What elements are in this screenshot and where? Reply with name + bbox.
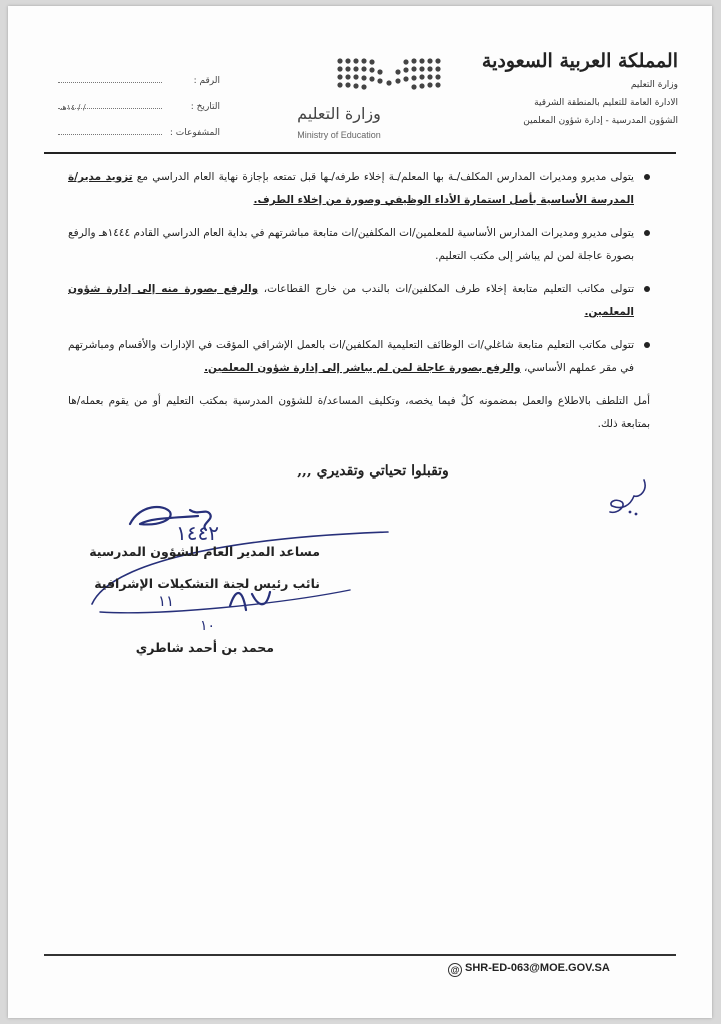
at-icon: @ [448, 963, 462, 977]
ministry-name-ar: وزارة التعليم [297, 104, 381, 123]
bullet-icon [644, 286, 650, 292]
ministry-name-en: Ministry of Education [297, 130, 381, 140]
bullet-item [68, 334, 650, 380]
svg-text:١١: ١١ [158, 592, 175, 610]
header-divider [44, 152, 676, 154]
signatory-title-2: نائب رئيس لجنة التشكيلات الإشرافية [94, 576, 320, 591]
department-line: الشؤون المدرسية - إدارة شؤون المعلمين [523, 116, 678, 126]
signatory-title-1: مساعد المدير العام للشؤون المدرسية [89, 544, 320, 559]
bullet-icon [644, 230, 650, 236]
date-value: / / ١٤هـ [60, 103, 86, 112]
footer-email [448, 962, 610, 977]
directorate-line: الادارة العامة للتعليم بالمنطقة الشرقية [534, 98, 678, 108]
ref-number-field [52, 66, 232, 92]
bullet-3-emphasis: والرفع بصورة منه إلى إدارة شؤون المعلمين. [68, 283, 634, 318]
handwritten-initials-icon [604, 476, 654, 522]
bullet-item [68, 278, 650, 324]
svg-text:١٠: ١٠ [200, 618, 216, 634]
kingdom-name: المملكة العربية السعودية [481, 50, 678, 72]
bullet-1-emphasis: تزويد مدير/ة المدرسة الأساسية بأصل استمارة الأداء الوظيفي وصورة من إخلاء الطرف. [68, 171, 634, 206]
bullet-icon [644, 342, 650, 348]
ref-number-label: الرقم : [193, 76, 220, 86]
moe-dots-logo-icon [330, 56, 448, 96]
handwritten-signature-icon [80, 494, 400, 644]
handwritten-year: ١٤٤٢ [176, 521, 219, 545]
bullet-3-text: تتولى مكاتب التعليم متابعة إخلاء طرف المكلفين/ات بالندب من خارج القطاعات، [258, 283, 634, 295]
date-field [52, 92, 232, 118]
ministry-line: وزارة التعليم [630, 80, 678, 90]
date-label: التاريخ : [190, 102, 220, 112]
bullet-item [68, 166, 650, 212]
reference-fields [52, 66, 232, 144]
letterhead-right [478, 50, 678, 126]
signatory-name: محمد بن أحمد شاطري [135, 640, 274, 655]
ministry-logo [268, 56, 448, 151]
email-text: SHR-ED-063@MOE.GOV.SA [465, 962, 610, 974]
bullet-item [68, 222, 650, 268]
regards-line: وتقبلوا تحياتي وتقديري ,,, [297, 463, 449, 479]
closing-paragraph: أمل التلطف بالاطلاع والعمل بمضمونه كلٌ فيما يخصه، وتكليف المساعد/ة للشؤون المدرسية بمكتب التعليم أو من يقوم بعمله/ها بمتابعة ذلك. [68, 395, 650, 430]
footer-divider [44, 954, 676, 956]
letter-page [8, 6, 712, 1018]
attachments-field [52, 118, 232, 144]
bullet-4-text: تتولى مكاتب التعليم متابعة شاغلي/ات الوظائف التعليمية المكلفين/ات بالعمل الإشرافي المؤقت في الإدارات والأقسام ومباشرتهم في مقر عملهم الأساسي، [68, 339, 634, 374]
bullet-icon [644, 174, 650, 180]
attachments-label: المشفوعات : [169, 128, 220, 138]
letter-body [68, 166, 650, 436]
bullet-4-emphasis: والرفع بصورة عاجلة لمن لم يباشر إلى إدارة شؤون المعلمين. [204, 362, 521, 374]
bullet-2-text: يتولى مديرو ومديرات المدارس الأساسية للمعلمين/ات المكلفين/ات متابعة مباشرتهم في بداية العام الدراسي القادم ١٤٤٤هـ والرفع بصورة عاجلة لمن لم يباشر إلى مكتب التعليم. [68, 227, 634, 262]
bullet-1-text: يتولى مديرو ومديرات المدارس المكلف/ـة بها المعلم/ـة إخلاء طرفه/ـها قبل تمتعه بإجازة نهاية العام الدراسي مع [132, 171, 634, 183]
